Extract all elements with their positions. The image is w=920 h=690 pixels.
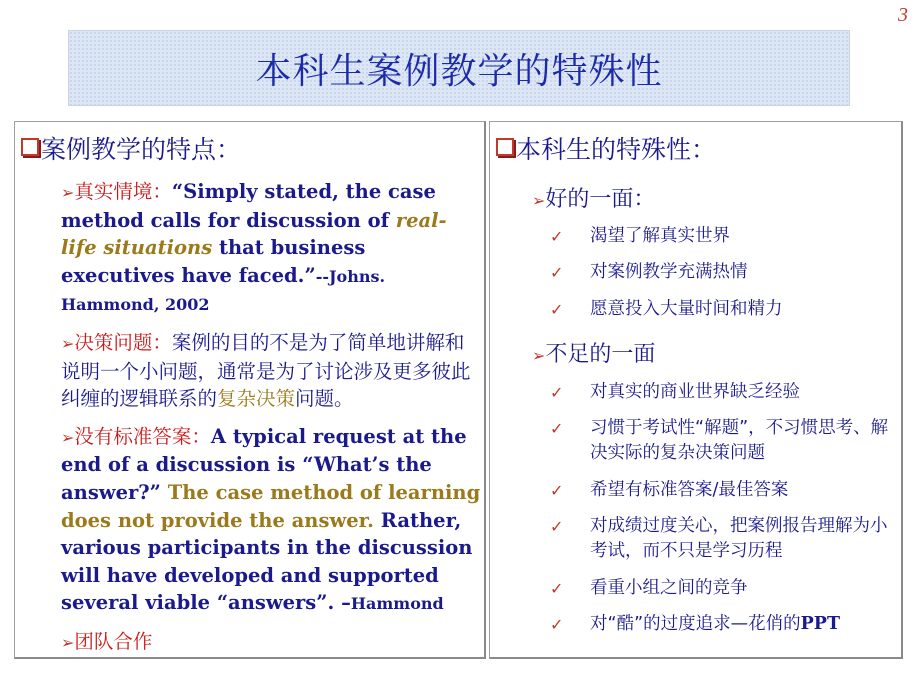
check-icon: ✓ (550, 227, 564, 246)
left-heading: 案例教学的特点： (21, 130, 241, 166)
bad-item: ✓ 习惯于考试性“解题”，不习惯思考、解决实际的复杂决策问题 (550, 418, 889, 463)
check-icon: ✓ (550, 579, 564, 598)
page-number: 3 (898, 4, 908, 26)
right-heading: 本科生的特殊性： (496, 130, 716, 166)
check-icon: ✓ (550, 383, 564, 402)
checkbox-bullet-icon (496, 138, 514, 156)
feature-real-context: ➢真实情境：“Simply stated, the case method calls for discussion of real-life situations that business executives have faced.”--Johns. Hammond, 2002 (61, 180, 447, 315)
bad-item: ✓ 对“酷”的过度追求—花俏的PPT (550, 612, 890, 637)
check-icon: ✓ (550, 263, 564, 282)
arrow-bullet-icon: ➢ (61, 333, 75, 353)
bad-item: ✓ 对真实的商业世界缺乏经验 (550, 380, 890, 405)
good-item: ✓ 愿意投入大量时间和精力 (550, 297, 890, 322)
feature-teamwork: ➢团队合作 (61, 629, 153, 653)
arrow-bullet-icon: ➢ (61, 183, 75, 202)
good-item: ✓ 对案例教学充满热情 (550, 260, 890, 285)
check-icon: ✓ (550, 481, 564, 500)
check-icon: ✓ (550, 419, 564, 438)
check-icon: ✓ (550, 300, 564, 319)
good-side-heading: ➢好的一面： (532, 187, 656, 212)
bad-item: ✓ 希望有标准答案/最佳答案 (550, 478, 890, 503)
right-panel (489, 121, 903, 659)
arrow-bullet-icon: ➢ (61, 632, 75, 652)
bad-item: ✓ 看重小组之间的竞争 (550, 576, 890, 601)
feature-decision-problem: ➢决策问题：案例的目的不是为了简单地讲解和说明一个小问题，通常是为了讨论涉及更多彼此纠缠的逻辑联系的复杂决策问题。 (61, 330, 471, 411)
bad-side-heading: ➢不足的一面 (532, 342, 656, 367)
good-item: ✓ 渴望了解真实世界 (550, 224, 890, 249)
arrow-bullet-icon: ➢ (532, 191, 546, 210)
arrow-bullet-icon: ➢ (61, 427, 75, 447)
bad-item: ✓ 对成绩过度关心，把案例报告理解为小考试，而不只是学习历程 (550, 516, 888, 561)
left-panel (14, 121, 486, 659)
arrow-bullet-icon: ➢ (532, 346, 546, 365)
check-icon: ✓ (550, 517, 564, 536)
title-bar (68, 30, 850, 106)
check-icon: ✓ (550, 615, 564, 634)
feature-no-standard-answer: ➢没有标准答案：A typical request at the end of a discussion is “What’s the answer?” The case method of learning does not provide the answer. Rather, various participants in the discussion will have developed and supported several viable “answers”. –Hammond (61, 424, 481, 615)
left-body (61, 178, 481, 667)
page-title: 本科生案例教学的特殊性 (255, 50, 663, 92)
checkbox-bullet-icon (21, 138, 39, 156)
